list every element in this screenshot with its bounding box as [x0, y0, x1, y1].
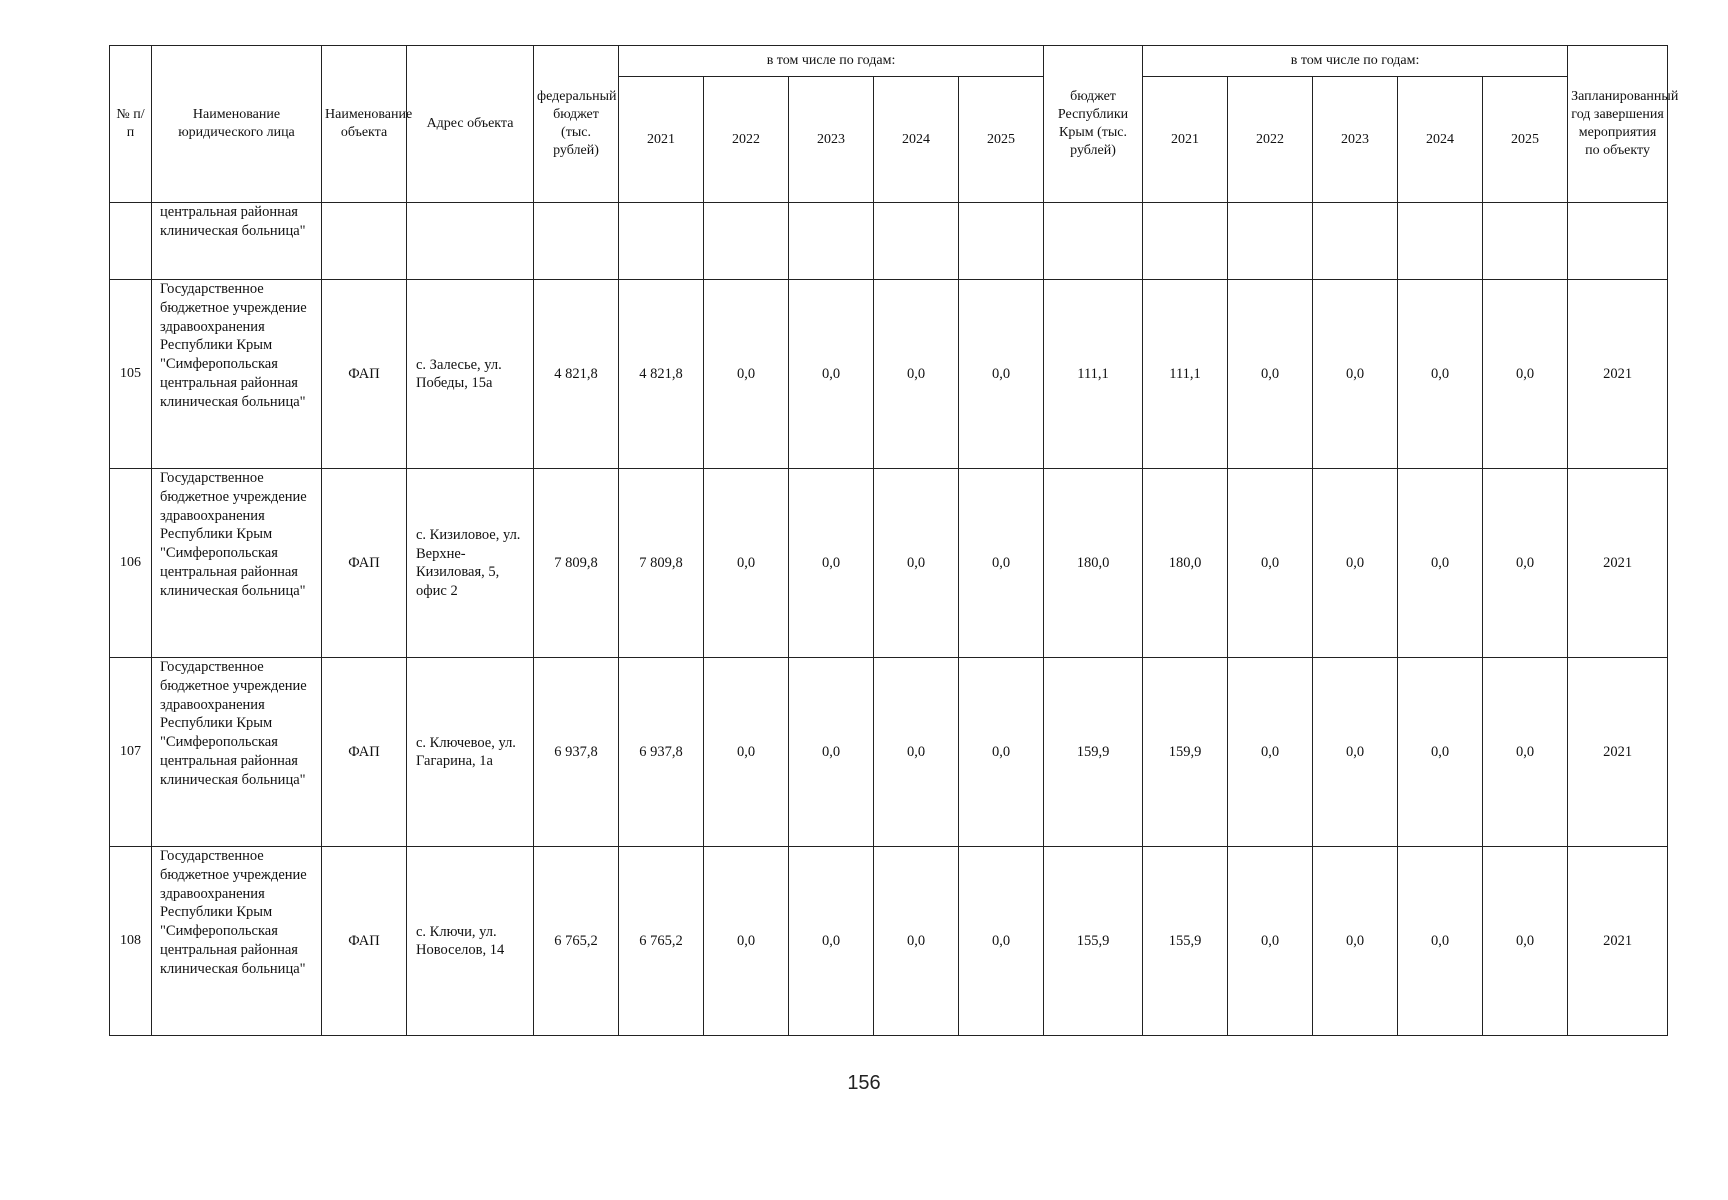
cell-empty	[1568, 203, 1668, 280]
header-year: 2025	[959, 77, 1044, 203]
cell-num: 107	[110, 658, 152, 847]
cell-num	[110, 203, 152, 280]
header-num: № п/п	[110, 46, 152, 203]
cell-org: Государственное бюджетное учреждение здравоохранения Республики Крым "Симферопольская центральная районная клиническая больница"	[152, 847, 322, 1036]
cell-empty	[1044, 203, 1143, 280]
header-year: 2021	[1143, 77, 1228, 203]
cell-org: Государственное бюджетное учреждение здравоохранения Республики Крым "Симферопольская центральная районная клиническая больница"	[152, 658, 322, 847]
cell-federal-2022: 0,0	[704, 658, 789, 847]
cell-federal-2024: 0,0	[874, 847, 959, 1036]
header-year: 2025	[1483, 77, 1568, 203]
cell-num: 106	[110, 469, 152, 658]
cell-crimea-total: 180,0	[1044, 469, 1143, 658]
cell-empty	[874, 203, 959, 280]
cell-empty	[1313, 203, 1398, 280]
cell-crimea-2023: 0,0	[1313, 280, 1398, 469]
cell-planned-year: 2021	[1568, 469, 1668, 658]
cell-crimea-2025: 0,0	[1483, 469, 1568, 658]
cell-object: ФАП	[322, 658, 407, 847]
cell-federal-2025: 0,0	[959, 847, 1044, 1036]
cell-federal-2022: 0,0	[704, 847, 789, 1036]
cell-empty	[704, 203, 789, 280]
cell-num: 108	[110, 847, 152, 1036]
cell-empty	[322, 203, 407, 280]
cell-crimea-2023: 0,0	[1313, 658, 1398, 847]
cell-crimea-total: 155,9	[1044, 847, 1143, 1036]
cell-object: ФАП	[322, 847, 407, 1036]
header-planned-year: Запланированный год завершения мероприятия по объекту	[1568, 46, 1668, 203]
header-object: Наименование объекта	[322, 46, 407, 203]
cell-federal-2023: 0,0	[789, 658, 874, 847]
cell-crimea-total: 111,1	[1044, 280, 1143, 469]
cell-crimea-2025: 0,0	[1483, 847, 1568, 1036]
table-body	[110, 203, 1668, 1036]
cell-federal-2025: 0,0	[959, 280, 1044, 469]
cell-empty	[1483, 203, 1568, 280]
cell-crimea-2022: 0,0	[1228, 469, 1313, 658]
header-year: 2022	[704, 77, 789, 203]
cell-object: ФАП	[322, 280, 407, 469]
cell-empty	[1143, 203, 1228, 280]
cell-federal-2021: 6 765,2	[619, 847, 704, 1036]
cell-federal-2024: 0,0	[874, 280, 959, 469]
header-year: 2024	[1398, 77, 1483, 203]
cell-address: с. Кизиловое, ул. Верхне-Кизиловая, 5, офис 2	[407, 469, 534, 658]
cell-crimea-2024: 0,0	[1398, 280, 1483, 469]
header-year: 2023	[789, 77, 874, 203]
cell-crimea-2023: 0,0	[1313, 469, 1398, 658]
cell-federal-total: 6 937,8	[534, 658, 619, 847]
cell-federal-total: 7 809,8	[534, 469, 619, 658]
cell-planned-year: 2021	[1568, 658, 1668, 847]
cell-crimea-2022: 0,0	[1228, 658, 1313, 847]
header-crimea-budget: бюджет Республики Крым (тыс. рублей)	[1044, 46, 1143, 203]
table-row	[110, 280, 1668, 469]
cell-org: Государственное бюджетное учреждение здравоохранения Республики Крым "Симферопольская центральная районная клиническая больница"	[152, 469, 322, 658]
cell-federal-2021: 4 821,8	[619, 280, 704, 469]
cell-crimea-2021: 180,0	[1143, 469, 1228, 658]
cell-crimea-2024: 0,0	[1398, 658, 1483, 847]
cell-num: 105	[110, 280, 152, 469]
cell-empty	[789, 203, 874, 280]
cell-crimea-2024: 0,0	[1398, 469, 1483, 658]
cell-federal-2023: 0,0	[789, 469, 874, 658]
cell-federal-2025: 0,0	[959, 469, 1044, 658]
table-header	[110, 46, 1679, 203]
cell-federal-2024: 0,0	[874, 469, 959, 658]
cell-federal-2022: 0,0	[704, 469, 789, 658]
cell-federal-2025: 0,0	[959, 658, 1044, 847]
cell-empty	[1398, 203, 1483, 280]
header-org: Наименование юридического лица	[152, 46, 322, 203]
cell-org: Государственное бюджетное учреждение здравоохранения Республики Крым "Симферопольская центральная районная клиническая больница"	[152, 280, 322, 469]
cell-federal-2021: 6 937,8	[619, 658, 704, 847]
cell-federal-2023: 0,0	[789, 847, 874, 1036]
cell-crimea-2021: 155,9	[1143, 847, 1228, 1036]
cell-federal-total: 6 765,2	[534, 847, 619, 1036]
budget-table-container	[109, 45, 1679, 1036]
cell-planned-year: 2021	[1568, 280, 1668, 469]
table-row	[110, 658, 1668, 847]
cell-federal-2022: 0,0	[704, 280, 789, 469]
header-year: 2021	[619, 77, 704, 203]
cell-crimea-2025: 0,0	[1483, 658, 1568, 847]
cell-address: с. Ключевое, ул. Гагарина, 1а	[407, 658, 534, 847]
cell-federal-2023: 0,0	[789, 280, 874, 469]
cell-crimea-2022: 0,0	[1228, 847, 1313, 1036]
header-year: 2024	[874, 77, 959, 203]
cell-planned-year: 2021	[1568, 847, 1668, 1036]
cell-crimea-2025: 0,0	[1483, 280, 1568, 469]
cell-empty	[1228, 203, 1313, 280]
cell-crimea-total: 159,9	[1044, 658, 1143, 847]
cell-empty	[619, 203, 704, 280]
cell-address: с. Ключи, ул. Новоселов, 14	[407, 847, 534, 1036]
header-federal-by-years: в том числе по годам:	[619, 46, 1044, 77]
cell-address: с. Залесье, ул. Победы, 15а	[407, 280, 534, 469]
cell-empty	[407, 203, 534, 280]
header-year: 2022	[1228, 77, 1313, 203]
table-row	[110, 847, 1668, 1036]
table-row	[110, 469, 1668, 658]
cell-empty	[959, 203, 1044, 280]
page-number: 156	[847, 1072, 881, 1094]
header-year: 2023	[1313, 77, 1398, 203]
cell-crimea-2023: 0,0	[1313, 847, 1398, 1036]
cell-federal-2021: 7 809,8	[619, 469, 704, 658]
cell-object: ФАП	[322, 469, 407, 658]
cell-federal-total: 4 821,8	[534, 280, 619, 469]
budget-table	[109, 45, 1679, 1036]
cell-crimea-2022: 0,0	[1228, 280, 1313, 469]
cell-crimea-2021: 159,9	[1143, 658, 1228, 847]
cell-federal-2024: 0,0	[874, 658, 959, 847]
cell-org: центральная районная клиническая больница"	[152, 203, 322, 280]
cell-empty	[534, 203, 619, 280]
cell-crimea-2021: 111,1	[1143, 280, 1228, 469]
header-crimea-by-years: в том числе по годам:	[1143, 46, 1568, 77]
cell-crimea-2024: 0,0	[1398, 847, 1483, 1036]
header-address: Адрес объекта	[407, 46, 534, 203]
table-row	[110, 203, 1668, 280]
header-federal-budget: федеральный бюджет (тыс. рублей)	[534, 46, 619, 203]
